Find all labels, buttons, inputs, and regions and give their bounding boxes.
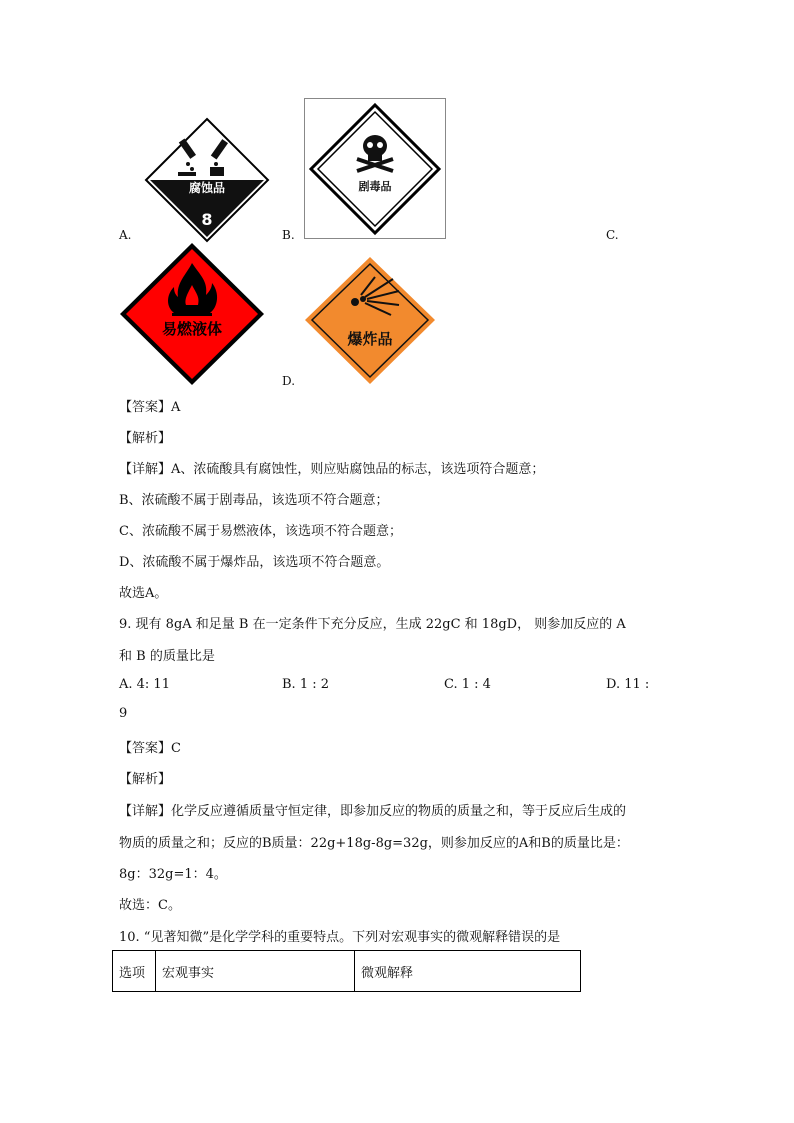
- q8-choose: 故选A。: [119, 586, 168, 601]
- q9-stem-line2: 和 B 的质量比是: [119, 649, 215, 664]
- q9-detail-line1: 【详解】化学反应遵循质量守恒定律，即参加反应的物质的质量之和，等于反应后生成的: [119, 804, 627, 819]
- table-header-macro-fact: 宏观事实: [156, 951, 355, 992]
- q9-analysis-heading: 【解析】: [119, 772, 172, 787]
- corrosive-text: 腐蚀品: [188, 181, 226, 195]
- corrosive-sign: [144, 117, 270, 243]
- q8-option-b-explanation: B、浓硫酸不属于剧毒品，该选项不符合题意；: [119, 493, 389, 508]
- q8-answer: 【答案】A: [119, 400, 181, 415]
- q9-option-d-continued: 9: [119, 706, 128, 721]
- q9-stem-line1: 9. 现有 8gA 和足量 B 在一定条件下充分反应，生成 22gC 和 18gD， 则参加反应的 A: [119, 617, 626, 632]
- flammable-liquid-sign: [118, 241, 266, 387]
- table-row: [113, 951, 581, 992]
- option-d-label: D.: [282, 374, 296, 388]
- q8-analysis-heading: 【解析】: [119, 431, 172, 446]
- q9-choose: 故选：C。: [119, 898, 181, 913]
- explosive-text: 爆炸品: [347, 330, 393, 348]
- q9-detail-line2: 物质的质量之和；反应的B质量：22g+18g-8g=32g，则参加反应的A和B的质量比是：: [119, 836, 629, 851]
- q9-option-c: C. 1 : 4: [444, 677, 491, 692]
- q10-table: [112, 950, 581, 992]
- q8-detail: 【详解】A、浓硫酸具有腐蚀性，则应贴腐蚀品的标志，该选项符合题意；: [119, 462, 545, 477]
- q8-option-c-explanation: C、浓硫酸不属于易燃液体，该选项不符合题意；: [119, 524, 402, 539]
- toxic-sign: [305, 99, 445, 238]
- corrosive-class: 8: [201, 210, 213, 229]
- toxic-text: 剧毒品: [358, 180, 392, 193]
- q10-stem: 10. “见著知微”是化学学科的重要特点。下列对宏观事实的微观解释错误的是: [119, 930, 561, 945]
- table-header-micro-explanation: 微观解释: [355, 951, 581, 992]
- explosive-sign: [303, 255, 437, 386]
- q9-option-b: B. 1 : 2: [282, 677, 330, 692]
- q9-detail-line3: 8g：32g=1：4。: [119, 867, 227, 882]
- option-c-label: C.: [606, 228, 619, 242]
- toxic-sign-frame: [304, 98, 446, 239]
- option-b-label: B.: [282, 228, 295, 242]
- q9-option-a: A. 4: 11: [119, 677, 170, 692]
- option-a-label: A.: [119, 228, 132, 242]
- q9-answer: 【答案】C: [119, 741, 181, 756]
- flammable-text: 易燃液体: [161, 320, 223, 338]
- q8-option-d-explanation: D、浓硫酸不属于爆炸品，该选项不符合题意。: [119, 555, 390, 570]
- q9-option-d: D. 11 :: [606, 677, 650, 692]
- table-header-option: 选项: [113, 951, 156, 992]
